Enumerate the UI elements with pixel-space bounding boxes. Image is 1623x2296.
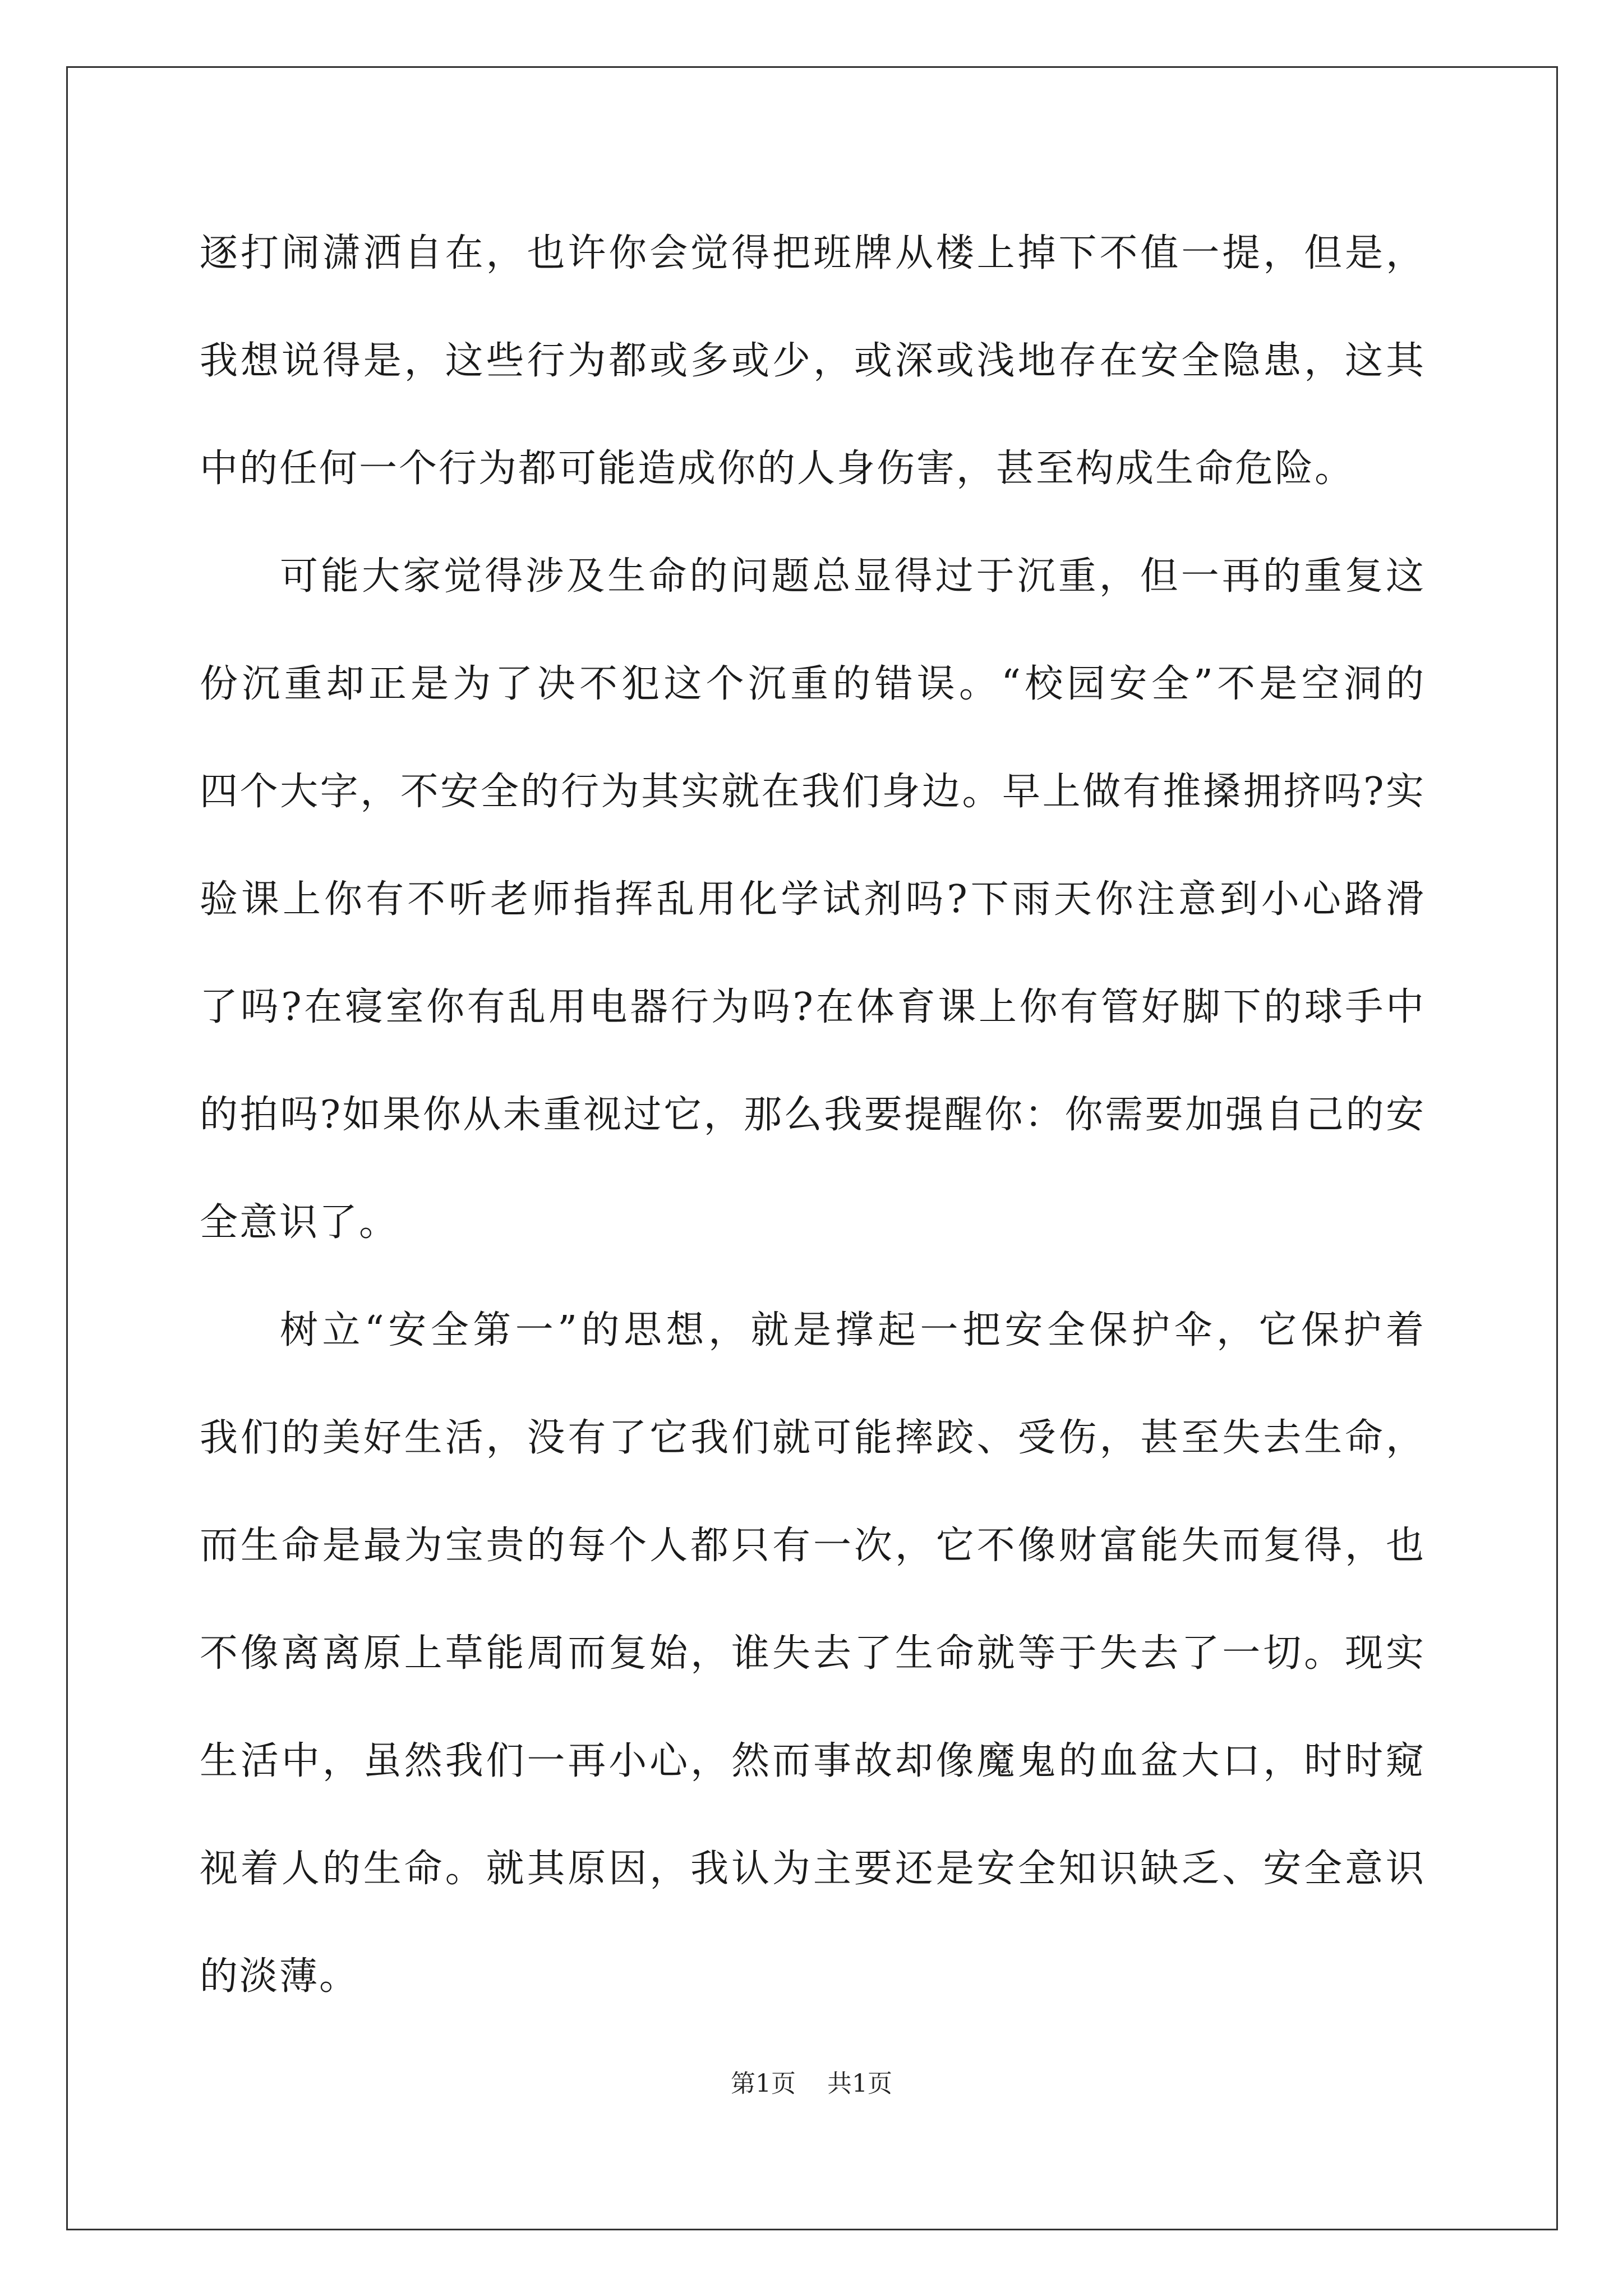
text-line: 中的任何一个行为都可能造成你的人身伤害，甚至构成生命危险。 <box>200 447 1355 491</box>
text-line: 不像离离原上草能周而复始，谁失去了生命就等于失去了一切。现实 <box>200 1631 1426 1676</box>
text-line: 的拍吗?如果你从未重视过它，那么我要提醒你：你需要加强自己的安 <box>200 1093 1426 1137</box>
text-line: 我想说得是，这些行为都或多或少，或深或浅地存在安全隐患，这其 <box>200 339 1426 383</box>
text-line: 可能大家觉得涉及生命的问题总显得过于沉重，但一再的重复这 <box>280 554 1426 599</box>
text-line: 而生命是最为宝贵的每个人都只有一次，它不像财富能失而复得，也 <box>200 1524 1426 1568</box>
text-line: 视着人的生命。就其原因，我认为主要还是安全知识缺乏、安全意识 <box>200 1847 1426 1891</box>
document-body <box>200 200 1426 2031</box>
page-total: 共1页 <box>827 2069 892 2098</box>
text-line: 的淡薄。 <box>200 1954 359 1999</box>
page-footer <box>0 2067 1623 2101</box>
text-line: 全意识了。 <box>200 1200 399 1245</box>
text-line: 逐打闹潇洒自在，也许你会觉得把班牌从楼上掉下不值一提，但是， <box>200 231 1426 275</box>
page-number: 第1页 <box>731 2069 796 2098</box>
text-line: 树立“安全第一”的思想，就是撑起一把安全保护伞，它保护着 <box>280 1308 1426 1352</box>
text-line: 了吗?在寝室你有乱用电器行为吗?在体育课上你有管好脚下的球手中 <box>200 985 1426 1029</box>
text-line: 生活中，虽然我们一再小心，然而事故却像魔鬼的血盆大口，时时窥 <box>200 1739 1426 1783</box>
text-line: 四个大字，不安全的行为其实就在我们身边。早上做有推搡拥挤吗?实 <box>200 770 1426 814</box>
text-line: 验课上你有不听老师指挥乱用化学试剂吗?下雨天你注意到小心路滑 <box>200 877 1426 922</box>
text-line: 我们的美好生活，没有了它我们就可能摔跤、受伤，甚至失去生命， <box>200 1416 1426 1460</box>
text-line: 份沉重却正是为了决不犯这个沉重的错误。“校园安全”不是空洞的 <box>200 662 1426 706</box>
